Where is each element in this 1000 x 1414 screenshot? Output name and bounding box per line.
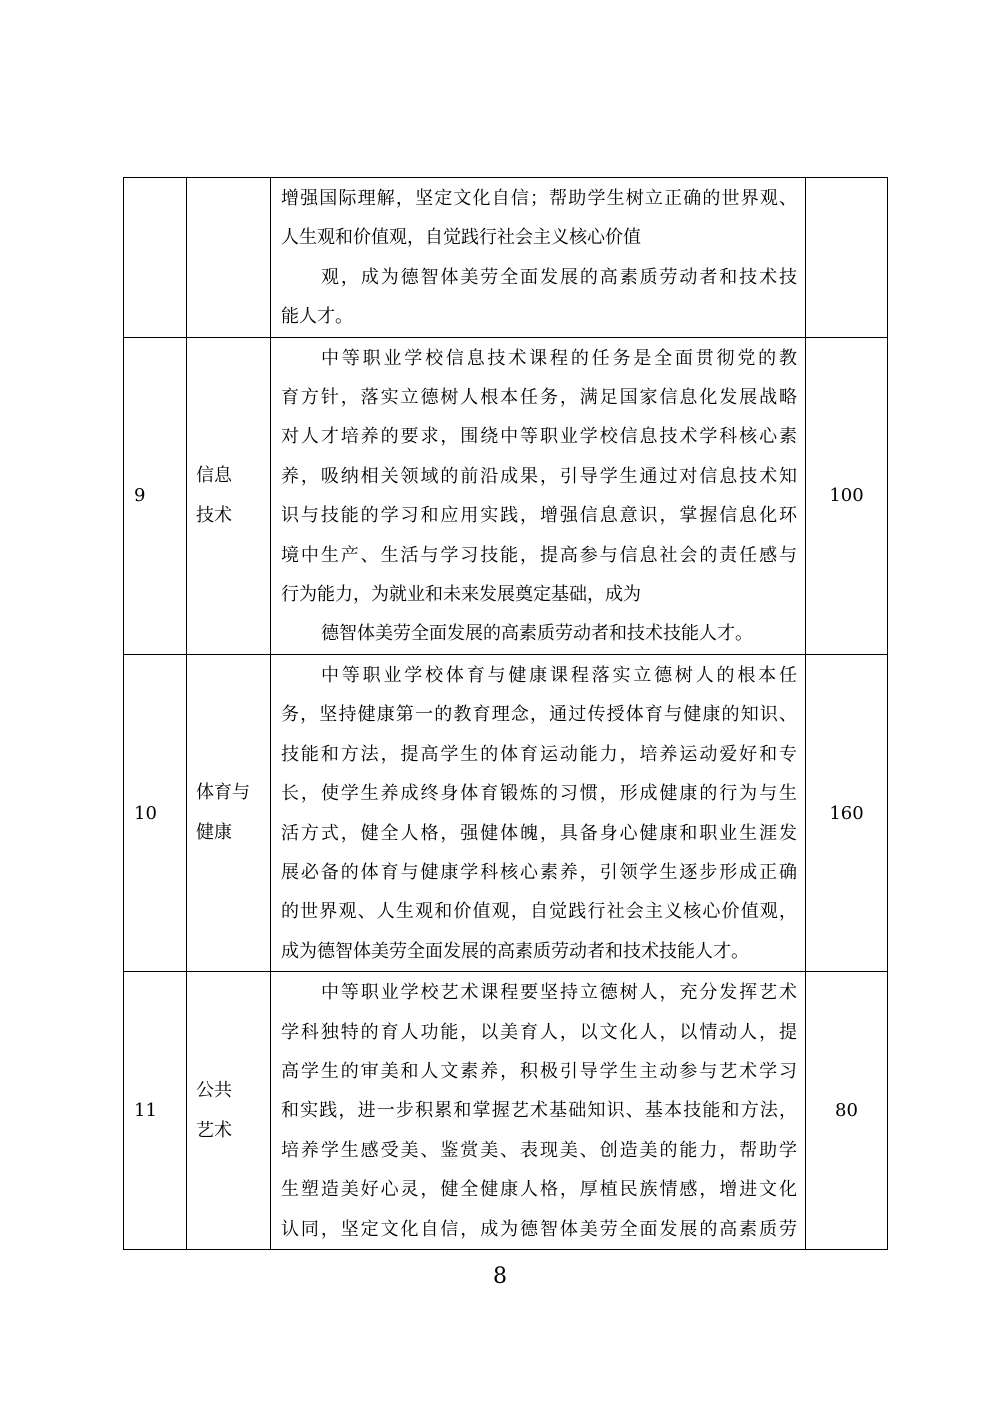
description-line: 境中生产、生活与学习技能，提高参与信息社会的责任感与 xyxy=(281,544,797,566)
description-line: 德智体美劳全面发展的高素质劳动者和技术技能人才。 xyxy=(321,623,753,645)
course-name-line: 艺术 xyxy=(196,1119,232,1141)
description-line: 生塑造美好心灵，健全健康人格，厚植民族情感，增进文化 xyxy=(281,1179,797,1201)
course-number xyxy=(124,178,187,338)
description-line: 培养学生感受美、鉴赏美、表现美、创造美的能力，帮助学 xyxy=(281,1139,797,1161)
course-hours xyxy=(806,178,888,338)
description-line: 展必备的体育与健康学科核心素养，引领学生逐步形成正确 xyxy=(281,861,797,883)
course-description xyxy=(271,337,806,654)
table-row xyxy=(124,337,888,654)
description-line: 成为德智体美劳全面发展的高素质劳动者和技术技能人才。 xyxy=(281,940,749,962)
description-line: 技能和方法，提高学生的体育运动能力，培养运动爱好和专 xyxy=(281,743,797,765)
description-line: 行为能力，为就业和未来发展奠定基础，成为 xyxy=(281,584,641,606)
course-name xyxy=(187,654,271,971)
course-name xyxy=(187,178,271,338)
table-row xyxy=(124,178,888,338)
course-number: 9 xyxy=(124,337,187,654)
description-line: 务，坚持健康第一的教育理念，通过传授体育与健康的知识、 xyxy=(281,704,797,726)
table-row xyxy=(124,972,888,1250)
description-line: 中等职业学校信息技术课程的任务是全面贯彻党的教 xyxy=(321,347,797,369)
description-line: 和实践，进一步积累和掌握艺术基础知识、基本技能和方法， xyxy=(281,1100,797,1122)
course-description xyxy=(271,178,806,338)
description-line: 对人才培养的要求，围绕中等职业学校信息技术学科核心素 xyxy=(281,426,797,448)
description-line: 能人才。 xyxy=(281,306,353,328)
description-line: 观，成为德智体美劳全面发展的高素质劳动者和技术技 xyxy=(321,266,797,288)
description-line: 学科独特的育人功能，以美育人，以文化人，以情动人，提 xyxy=(281,1021,797,1043)
description-line: 人生观和价值观，自觉践行社会主义核心价值 xyxy=(281,227,641,249)
description-line: 活方式，健全人格，强健体魄，具备身心健康和职业生涯发 xyxy=(281,822,797,844)
description-line: 养，吸纳相关领域的前沿成果，引导学生通过对信息技术知 xyxy=(281,465,797,487)
description-line: 长，使学生养成终身体育锻炼的习惯，形成健康的行为与生 xyxy=(281,783,797,805)
course-name xyxy=(187,972,271,1250)
course-name-line: 体育与 xyxy=(196,782,250,803)
table-row xyxy=(124,654,888,971)
description-line: 中等职业学校艺术课程要坚持立德树人，充分发挥艺术 xyxy=(321,982,797,1004)
course-hours: 100 xyxy=(806,337,888,654)
course-number: 10 xyxy=(124,654,187,971)
course-name-line: 健康 xyxy=(196,822,232,843)
course-name xyxy=(187,337,271,654)
course-name-line: 信息 xyxy=(196,464,232,486)
description-line: 增强国际理解，坚定文化自信；帮助学生树立正确的世界观、 xyxy=(281,188,797,209)
course-hours: 80 xyxy=(806,972,888,1250)
page-number: 8 xyxy=(493,1264,507,1289)
description-line: 中等职业学校体育与健康课程落实立德树人的根本任 xyxy=(321,664,797,686)
description-line: 认同，坚定文化自信，成为德智体美劳全面发展的高素质劳 xyxy=(281,1218,797,1240)
course-number: 11 xyxy=(124,972,187,1250)
course-description xyxy=(271,972,806,1250)
course-hours: 160 xyxy=(806,654,888,971)
description-line: 高学生的审美和人文素养，积极引导学生主动参与艺术学习 xyxy=(281,1060,797,1082)
course-description xyxy=(271,654,806,971)
description-line: 育方针，落实立德树人根本任务，满足国家信息化发展战略 xyxy=(281,387,797,409)
description-line: 识与技能的学习和应用实践，增强信息意识，掌握信息化环 xyxy=(281,505,797,527)
course-table xyxy=(123,177,888,1250)
description-line: 的世界观、人生观和价值观，自觉践行社会主义核心价值观， xyxy=(281,901,797,923)
course-name-line: 技术 xyxy=(196,504,232,526)
course-name-line: 公共 xyxy=(196,1079,232,1101)
